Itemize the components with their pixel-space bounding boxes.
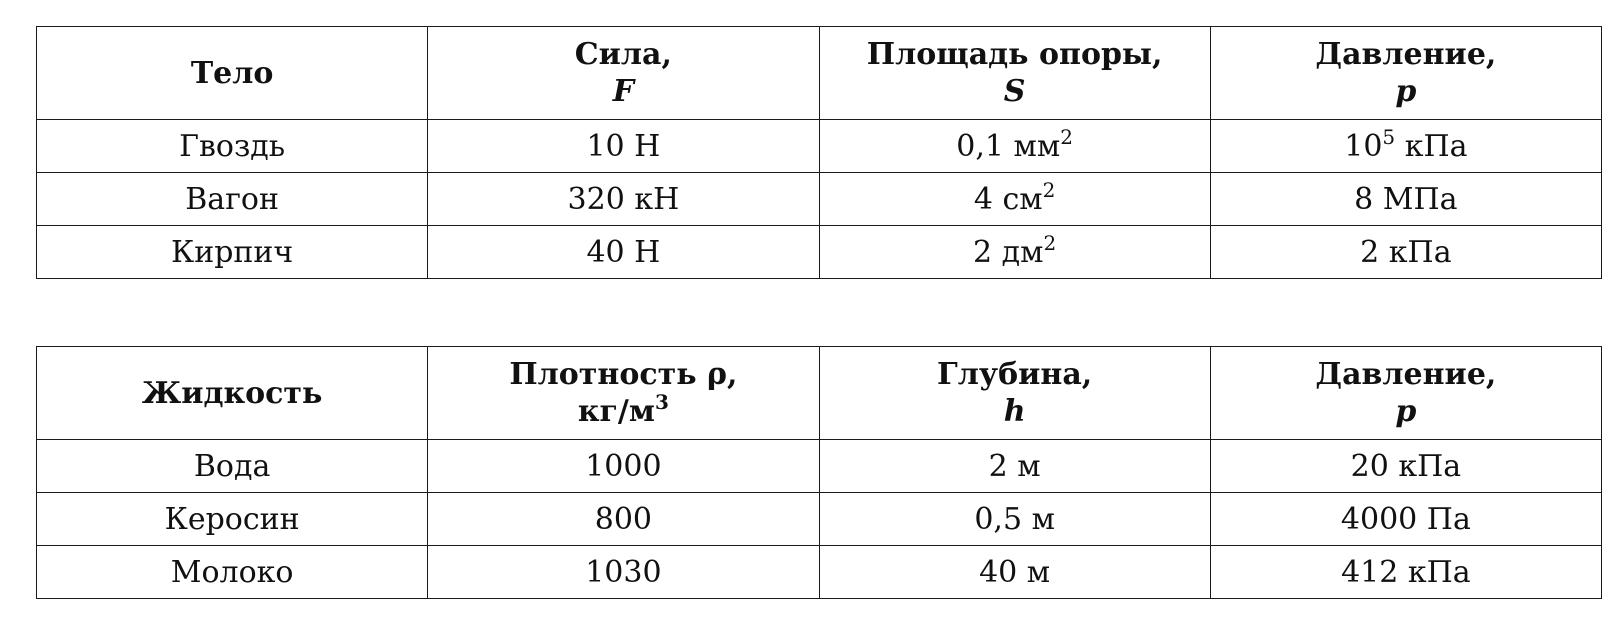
header-pressure <box>1210 27 1601 120</box>
pressure-base: 2 кПа <box>1360 234 1452 270</box>
header-title: Глубина, <box>937 357 1093 392</box>
cell-pressure: 4000 Па <box>1210 493 1601 546</box>
liquids-pressure-table <box>36 346 1602 599</box>
cell-depth: 0,5 м <box>819 493 1210 546</box>
header-title: Жидкость <box>141 375 323 411</box>
cell-body: Гвоздь <box>37 120 428 173</box>
area-value: 2 дм <box>973 234 1044 270</box>
header-title: Тело <box>190 55 274 91</box>
header-symbol: S <box>1003 74 1026 109</box>
cell-pressure <box>1210 226 1601 279</box>
header-density <box>428 347 819 440</box>
cell-density: 800 <box>428 493 819 546</box>
cell-body: Кирпич <box>37 226 428 279</box>
cell-liquid: Вода <box>37 440 428 493</box>
density-unit: кг/м <box>577 394 655 429</box>
cell-area <box>819 120 1210 173</box>
table-header-row <box>37 347 1602 440</box>
density-unit-exponent: 3 <box>654 390 669 414</box>
cell-force: 10 Н <box>428 120 819 173</box>
header-unit <box>428 390 818 430</box>
table-row <box>37 226 1602 279</box>
cell-force: 320 кН <box>428 173 819 226</box>
cell-pressure: 20 кПа <box>1210 440 1601 493</box>
area-exponent: 2 <box>1060 124 1073 149</box>
table-row <box>37 493 1602 546</box>
cell-liquid: Керосин <box>37 493 428 546</box>
area-exponent: 2 <box>1043 230 1057 255</box>
cell-pressure <box>1210 120 1601 173</box>
cell-liquid: Молоко <box>37 546 428 599</box>
pressure-unit: кПа <box>1395 128 1468 164</box>
cell-area <box>819 226 1210 279</box>
header-liquid <box>37 347 428 440</box>
table-header-row <box>37 27 1602 120</box>
header-title: Плотность ρ, <box>509 357 738 392</box>
cell-body: Вагон <box>37 173 428 226</box>
table-row <box>37 546 1602 599</box>
header-pressure <box>1210 347 1601 440</box>
header-body <box>37 27 428 120</box>
header-force <box>428 27 819 120</box>
header-title: Давление, <box>1315 37 1497 72</box>
header-title: Площадь опоры, <box>866 37 1163 72</box>
cell-depth: 40 м <box>819 546 1210 599</box>
cell-pressure: 412 кПа <box>1210 546 1601 599</box>
table-row <box>37 120 1602 173</box>
header-symbol: F <box>612 74 635 109</box>
header-symbol: p <box>1395 394 1417 429</box>
header-symbol: h <box>1003 394 1026 429</box>
cell-force: 40 Н <box>428 226 819 279</box>
header-symbol: p <box>1395 74 1417 109</box>
cell-density: 1000 <box>428 440 819 493</box>
area-value: 0,1 мм <box>956 128 1061 164</box>
header-title: Давление, <box>1315 357 1497 392</box>
area-value: 4 см <box>973 181 1043 217</box>
cell-depth: 2 м <box>819 440 1210 493</box>
pressure-exponent: 5 <box>1382 124 1396 149</box>
area-exponent: 2 <box>1042 177 1056 202</box>
cell-area <box>819 173 1210 226</box>
cell-pressure <box>1210 173 1601 226</box>
header-area <box>819 27 1210 120</box>
header-title: Сила, <box>574 37 672 72</box>
cell-density: 1030 <box>428 546 819 599</box>
table-row <box>37 173 1602 226</box>
header-depth <box>819 347 1210 440</box>
pressure-base: 10 <box>1344 128 1383 164</box>
solids-pressure-table <box>36 26 1602 279</box>
table-row <box>37 440 1602 493</box>
pressure-base: 8 МПа <box>1354 181 1458 217</box>
